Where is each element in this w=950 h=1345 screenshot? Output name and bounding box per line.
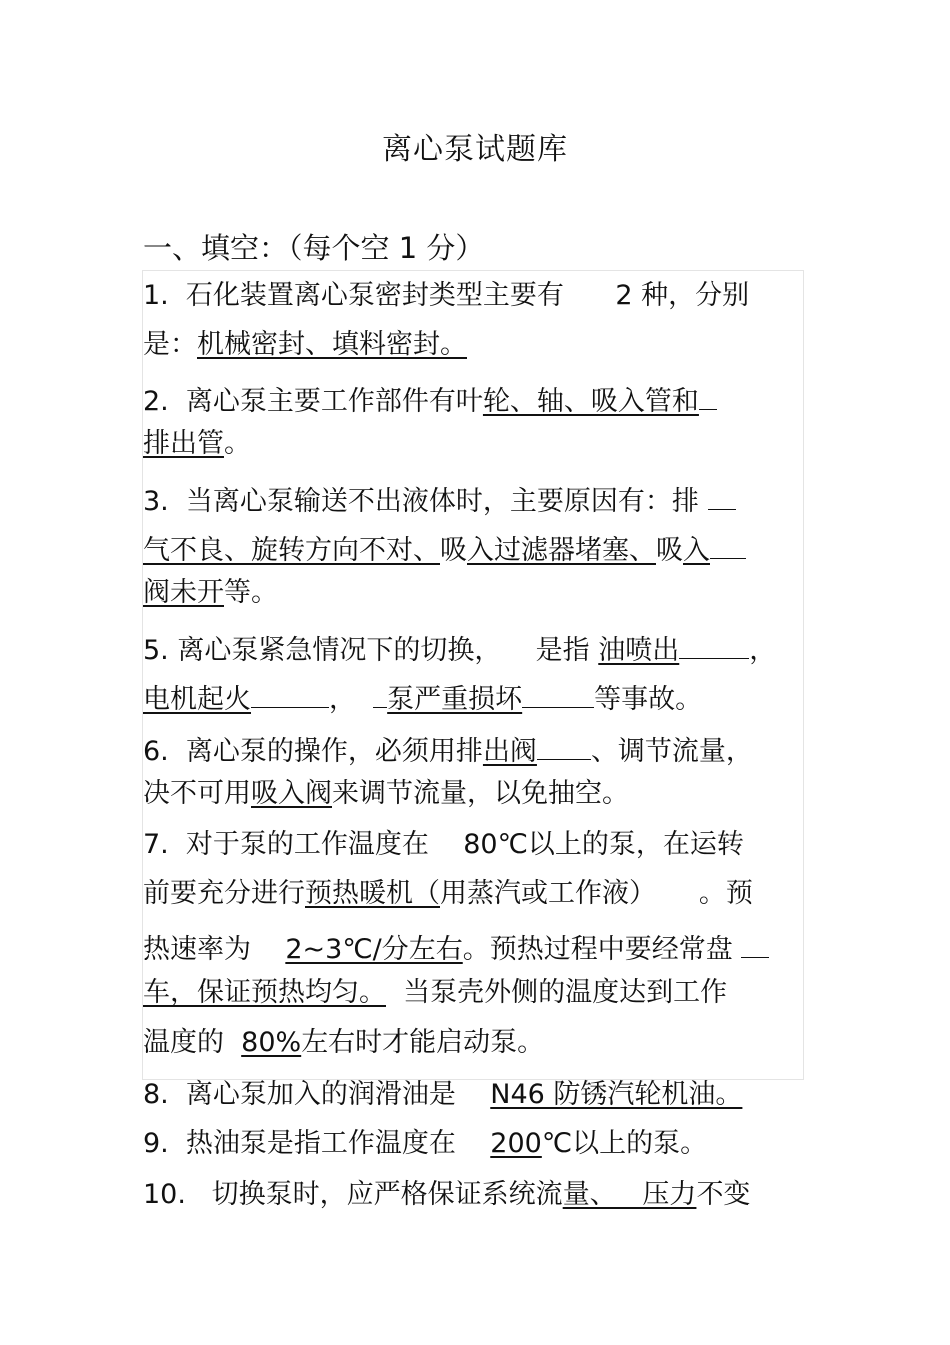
question-2-line-1: [143, 381, 717, 415]
blank-fill: [710, 530, 746, 559]
text-segment: 来调节流量，以免抽空。: [332, 778, 629, 809]
answer-blank: 车，保证预热均匀。: [143, 977, 386, 1008]
text-segment: 吸: [656, 535, 683, 566]
text-segment: 等。: [224, 577, 278, 608]
text-segment: 。预热过程中要经常盘: [462, 934, 742, 965]
answer-blank: 旋转方向不对、: [251, 535, 440, 566]
answer-blank: 200: [490, 1128, 542, 1159]
question-7-line-4: [143, 979, 727, 1006]
blank-fill: [679, 630, 749, 659]
blank-fill: [708, 481, 736, 510]
answer-blank: 预热暖机（: [305, 878, 440, 909]
answer-blank: 阀未开: [143, 577, 224, 608]
blank-fill: [537, 731, 591, 760]
text-segment: 温度的: [143, 1027, 242, 1058]
text-segment: 用蒸汽或工作液） 。预: [440, 878, 753, 909]
text-segment: 1. 石化装置离心泵密封类型主要有 2 种，分别: [143, 280, 750, 311]
question-2-line-2: [143, 430, 251, 457]
question-5-line-2: [143, 679, 702, 713]
question-3-line-2: [143, 530, 746, 564]
text-segment: 5. 离心泵紧急情况下的切换， 是指: [143, 635, 599, 666]
blank-fill: [522, 679, 594, 708]
answer-blank: 量、 压力: [562, 1179, 697, 1210]
text-segment: 9. 热油泵是指工作温度在: [143, 1128, 491, 1159]
text-segment: 前要充分进行: [143, 878, 305, 909]
question-10-line-1: [143, 1181, 750, 1208]
text-segment: ，: [749, 635, 777, 666]
answer-blank: 入过滤器堵塞、: [467, 535, 656, 566]
text-segment: 是：: [143, 329, 197, 360]
question-1-line-1: [143, 282, 749, 309]
question-7-line-1: [143, 831, 744, 858]
question-5-line-1: [143, 630, 776, 664]
text-segment: ，: [329, 684, 374, 715]
question-6-line-2: [143, 780, 629, 807]
text-segment: 8. 离心泵加入的润滑油是: [143, 1079, 491, 1110]
answer-blank: 排出管: [143, 428, 224, 459]
answer-blank: 油喷出: [598, 635, 680, 666]
question-9-line-1: [143, 1130, 707, 1157]
answer-blank: 机械密封、填料密封。: [197, 329, 467, 360]
section-heading: 一、填空：（每个空 1 分）: [143, 231, 485, 265]
text-segment: 、调节流量，: [590, 736, 753, 767]
text-segment: 吸: [440, 535, 467, 566]
text-segment: 左右时才能启动泵。: [301, 1027, 545, 1058]
blank-fill: [373, 679, 387, 708]
question-7-line-5: [143, 1029, 544, 1056]
answer-blank: N46 防锈汽轮机油。: [490, 1079, 743, 1110]
question-8-line-1: [143, 1081, 742, 1108]
question-1-line-2: [143, 331, 467, 358]
text-segment: 等事故。: [594, 684, 703, 715]
text-segment: 7. 对于泵的工作温度在 80℃以上的泵，在运转: [143, 829, 744, 860]
answer-blank: 出阀: [482, 736, 537, 767]
question-6-line-1: [143, 731, 753, 765]
answer-blank: 泵严重损坏: [387, 684, 523, 715]
text-segment: 10. 切换泵时，应严格保证系统流: [143, 1179, 563, 1210]
blank-fill: [741, 929, 769, 958]
text-segment: 热速率为: [143, 934, 286, 965]
text-segment: 6. 离心泵的操作，必须用排: [143, 736, 483, 767]
blank-fill: [699, 381, 717, 410]
text-segment: 当泵壳外侧的温度达到工作: [386, 977, 728, 1008]
text-segment: 2. 离心泵主要工作部件有叶: [143, 386, 483, 417]
answer-blank: 吸入阀: [251, 778, 332, 809]
answer-blank: 80%: [241, 1027, 302, 1058]
text-segment: 不变: [696, 1179, 751, 1210]
page-title: 离心泵试题库: [382, 132, 568, 167]
text-segment: 3. 当离心泵输送不出液体时，主要原因有：排: [143, 486, 708, 517]
question-3-line-3: [143, 579, 278, 606]
text-segment: 。: [224, 428, 251, 459]
question-7-line-2: [143, 880, 753, 907]
answer-blank: 入: [683, 535, 710, 566]
answer-blank: 电机起火: [143, 684, 251, 715]
question-7-line-3: [143, 929, 769, 963]
text-segment: ℃以上的泵。: [541, 1128, 708, 1159]
text-segment: 决不可用: [143, 778, 251, 809]
question-3-line-1: [143, 481, 736, 515]
answer-blank: 气不良、: [143, 535, 251, 566]
answer-blank: 2~3℃/分左右: [285, 934, 463, 965]
blank-fill: [251, 679, 329, 708]
answer-blank: 轮、轴、吸入管和: [482, 386, 699, 417]
